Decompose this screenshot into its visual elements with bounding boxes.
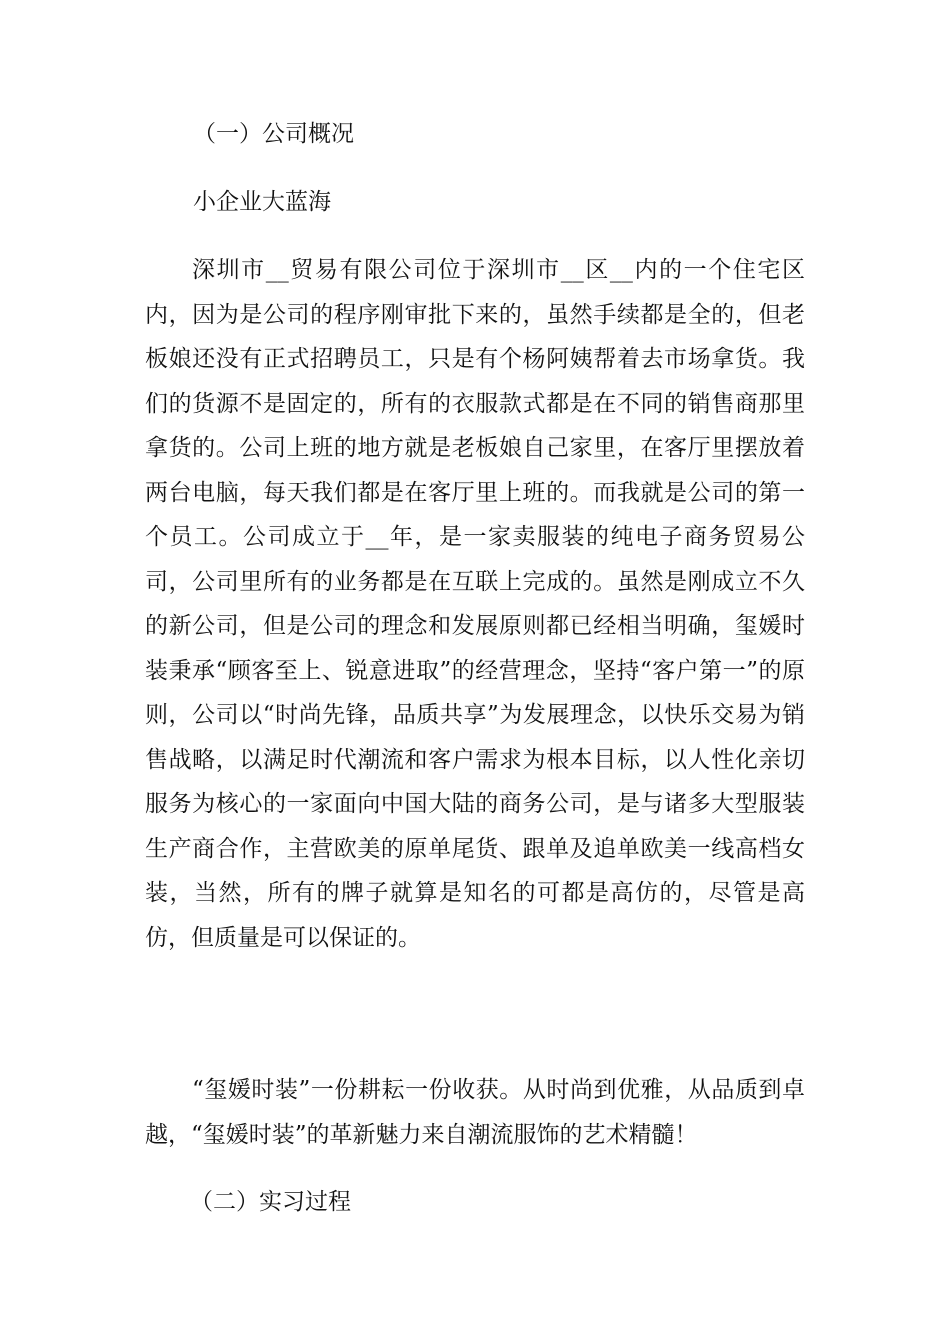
- paragraph-two: “玺媛时装”一份耕耘一份收获。从时尚到优雅，从品质到卓越，“玺媛时装”的革新魅力来自潮流服饰的艺术精髓！: [145, 1077, 805, 1148]
- subtitle: 小企业大蓝海: [193, 189, 331, 215]
- section-one-title: （一）公司概况: [193, 121, 354, 147]
- paragraph-one: 深圳市__贸易有限公司位于深圳市__区__内的一个住宅区内，因为是公司的程序刚审批下来的，虽然手续都是全的，但老板娘还没有正式招聘员工，只是有个杨阿姨帮着去市场拿货。我们的货源不是固定的，所有的衣服款式都是在不同的销售商那里拿货的。公司上班的地方就是老板娘自己家里，在客厅里摆放着两台电脑，每天我们都是在客厅里上班的。而我就是公司的第一个员工。公司成立于__年，是一家卖服装的纯电子商务贸易公司，公司里所有的业务都是在互联上完成的。虽然是刚成立不久的新公司，但是公司的理念和发展原则都已经相当明确，玺媛时装秉承“顾客至上、锐意进取”的经营理念，坚持“客户第一”的原则，公司以“时尚先锋，品质共享”为发展理念，以快乐交易为销售战略，以满足时代潮流和客户需求为根本目标，以人性化亲切服务为核心的一家面向中国大陆的商务公司，是与诸多大型服装生产商合作，主营欧美的原单尾货、跟单及追单欧美一线高档女装，当然，所有的牌子就算是知名的可都是高仿的，尽管是高仿，但质量是可以保证的。: [145, 257, 805, 951]
- section-two-title: （二）实习过程: [190, 1189, 351, 1215]
